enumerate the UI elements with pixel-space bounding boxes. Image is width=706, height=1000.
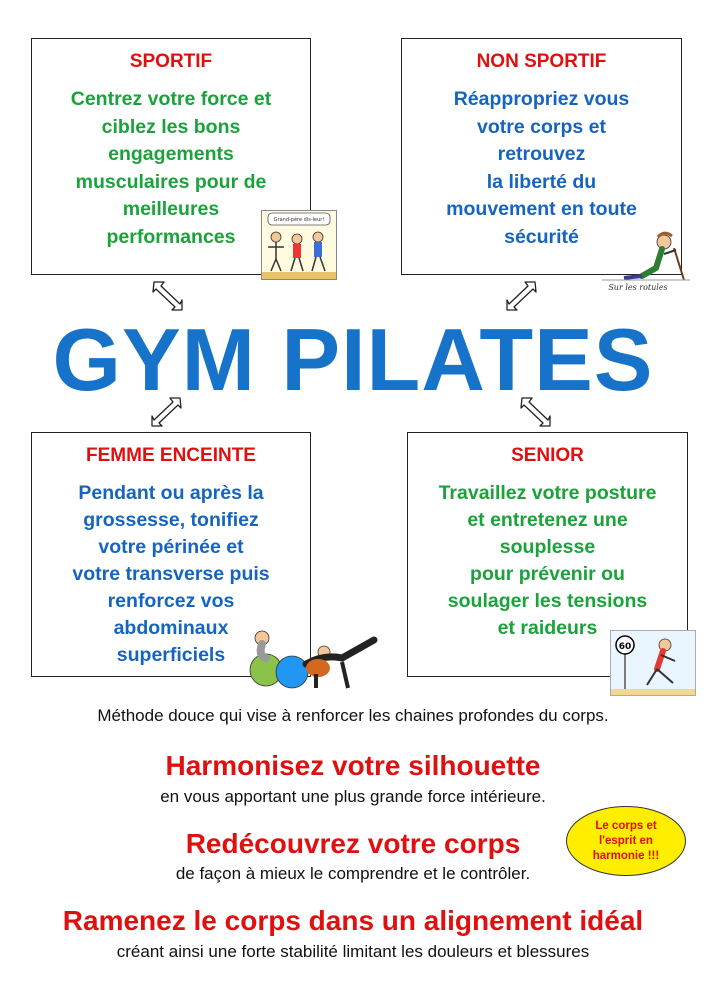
box-line: meilleures: [122, 198, 220, 220]
box-line: Réappropriez vous: [453, 88, 630, 110]
box-line: et raideurs: [497, 617, 598, 639]
box-line: grossesse, tonifiez: [83, 509, 259, 531]
box-title: SENIOR: [511, 445, 584, 466]
double-arrow-icon: [505, 280, 539, 312]
box-title: NON SPORTIF: [476, 51, 607, 72]
headline-1: Harmonisez votre silhouette: [165, 750, 541, 781]
box-line: sécurité: [504, 225, 579, 248]
box-text: [408, 480, 687, 642]
intro-text: Méthode douce qui vise à renforcer les chaines profondes du corps.: [97, 706, 609, 725]
box-line: soulager les tensions: [447, 590, 648, 612]
box-line: retrouvez: [497, 143, 586, 165]
box-title: FEMME ENCEINTE: [86, 445, 256, 466]
subtitle-3: créant ainsi une forte stabilité limitant les douleurs et blessures: [116, 942, 590, 961]
box-title: SPORTIF: [129, 51, 213, 72]
box-line: engagements: [108, 143, 234, 165]
box-line: superficiels: [116, 644, 226, 666]
box-line: ciblez les bons: [101, 115, 241, 138]
headline-3: Ramenez le corps dans un alignement idéal: [62, 905, 644, 936]
box-text: [402, 86, 681, 251]
badge-line: harmonie !!!: [592, 849, 660, 862]
box-line: pour prévenir ou: [470, 563, 625, 585]
badge-line: Le corps et: [595, 819, 657, 832]
box-line: renforcez vos: [107, 590, 235, 612]
box-line: votre périnée et: [98, 536, 244, 558]
clip-caption: Sur les rotules: [608, 283, 668, 292]
box-line: musculaires pour de: [75, 170, 267, 193]
box-line: et entretenez une: [467, 509, 628, 531]
box-line: mouvement en toute: [446, 198, 637, 220]
box-line: la liberté du: [486, 170, 597, 193]
femme-clipart: [246, 624, 382, 690]
senior-clipart: [610, 630, 696, 696]
double-arrow-icon: [150, 280, 184, 312]
comic-panel-image: [262, 211, 336, 279]
sportif-clipart: [261, 210, 337, 280]
subtitle-2: de façon à mieux le comprendre et le contrôler.: [175, 864, 531, 883]
sign-number: 60: [618, 642, 632, 652]
box-line: Travaillez votre posture: [438, 482, 657, 504]
box-line: performances: [106, 225, 236, 248]
headline-2: Redécouvrez votre corps: [185, 828, 521, 859]
box-line: Centrez votre force et: [70, 88, 272, 110]
subtitle-1: en vous apportant une plus grande force intérieure.: [160, 787, 546, 806]
old-man-image: [598, 228, 694, 292]
badge-line: l'esprit en: [599, 834, 653, 847]
box-line: votre transverse puis: [72, 563, 270, 585]
box-line: votre corps et: [477, 115, 606, 138]
box-line: souplesse: [499, 536, 596, 558]
comic-caption: Grand-père dis-leur!: [273, 217, 325, 223]
non-sportif-clipart: [598, 228, 694, 292]
main-title: GYM PILATES: [52, 310, 654, 409]
box-line: abdominaux: [113, 617, 229, 639]
box-line: Pendant ou après la: [78, 482, 264, 504]
harmony-badge: [566, 806, 686, 876]
runner-sign-image: [611, 631, 695, 695]
pilates-ball-image: [246, 624, 382, 690]
